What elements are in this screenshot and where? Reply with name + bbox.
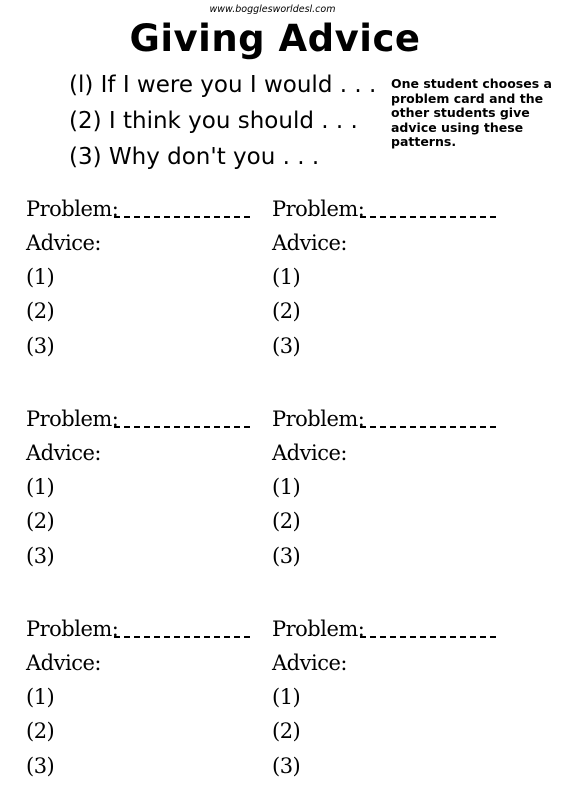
pattern-3: (3) Why don't you . . . bbox=[69, 144, 320, 170]
advice-item-3: (3) bbox=[26, 334, 55, 358]
advice-item-1: (1) bbox=[272, 265, 301, 289]
worksheet-row bbox=[0, 616, 576, 796]
advice-label: Advice: bbox=[26, 651, 101, 675]
advice-item-2: (2) bbox=[272, 509, 301, 533]
advice-item-2: (2) bbox=[272, 299, 301, 323]
advice-label: Advice: bbox=[272, 231, 347, 255]
advice-item-3: (3) bbox=[272, 334, 301, 358]
problem-answer-blank[interactable] bbox=[114, 636, 250, 638]
problem-answer-blank[interactable] bbox=[360, 426, 496, 428]
advice-item-3: (3) bbox=[26, 544, 55, 568]
advice-item-3: (3) bbox=[272, 544, 301, 568]
page-title: Giving Advice bbox=[129, 17, 421, 60]
pattern-1: (l) If I were you I would . . . bbox=[69, 72, 377, 98]
problem-answer-blank[interactable] bbox=[360, 216, 496, 218]
problem-label: Problem: bbox=[272, 407, 365, 431]
advice-item-1: (1) bbox=[26, 265, 55, 289]
advice-item-2: (2) bbox=[26, 719, 55, 743]
problem-label: Problem: bbox=[272, 617, 365, 641]
advice-item-2: (2) bbox=[272, 719, 301, 743]
advice-item-3: (3) bbox=[272, 754, 301, 778]
worksheet-row bbox=[0, 196, 576, 376]
problem-label: Problem: bbox=[26, 407, 119, 431]
advice-item-2: (2) bbox=[26, 299, 55, 323]
advice-item-1: (1) bbox=[272, 475, 301, 499]
problem-answer-blank[interactable] bbox=[114, 216, 250, 218]
instructions-text: One student chooses a problem card and the other students give advice using these patterns. bbox=[391, 76, 552, 149]
problem-label: Problem: bbox=[272, 197, 365, 221]
advice-item-3: (3) bbox=[26, 754, 55, 778]
problem-label: Problem: bbox=[26, 197, 119, 221]
advice-label: Advice: bbox=[272, 651, 347, 675]
advice-item-1: (1) bbox=[26, 685, 55, 709]
pattern-2: (2) I think you should . . . bbox=[69, 108, 358, 134]
advice-item-2: (2) bbox=[26, 509, 55, 533]
website-url: www.bogglesworldesl.com bbox=[209, 4, 336, 15]
advice-item-1: (1) bbox=[272, 685, 301, 709]
worksheet-row bbox=[0, 406, 576, 586]
problem-label: Problem: bbox=[26, 617, 119, 641]
problem-answer-blank[interactable] bbox=[114, 426, 250, 428]
advice-item-1: (1) bbox=[26, 475, 55, 499]
advice-label: Advice: bbox=[26, 231, 101, 255]
advice-label: Advice: bbox=[272, 441, 347, 465]
problem-answer-blank[interactable] bbox=[360, 636, 496, 638]
advice-label: Advice: bbox=[26, 441, 101, 465]
